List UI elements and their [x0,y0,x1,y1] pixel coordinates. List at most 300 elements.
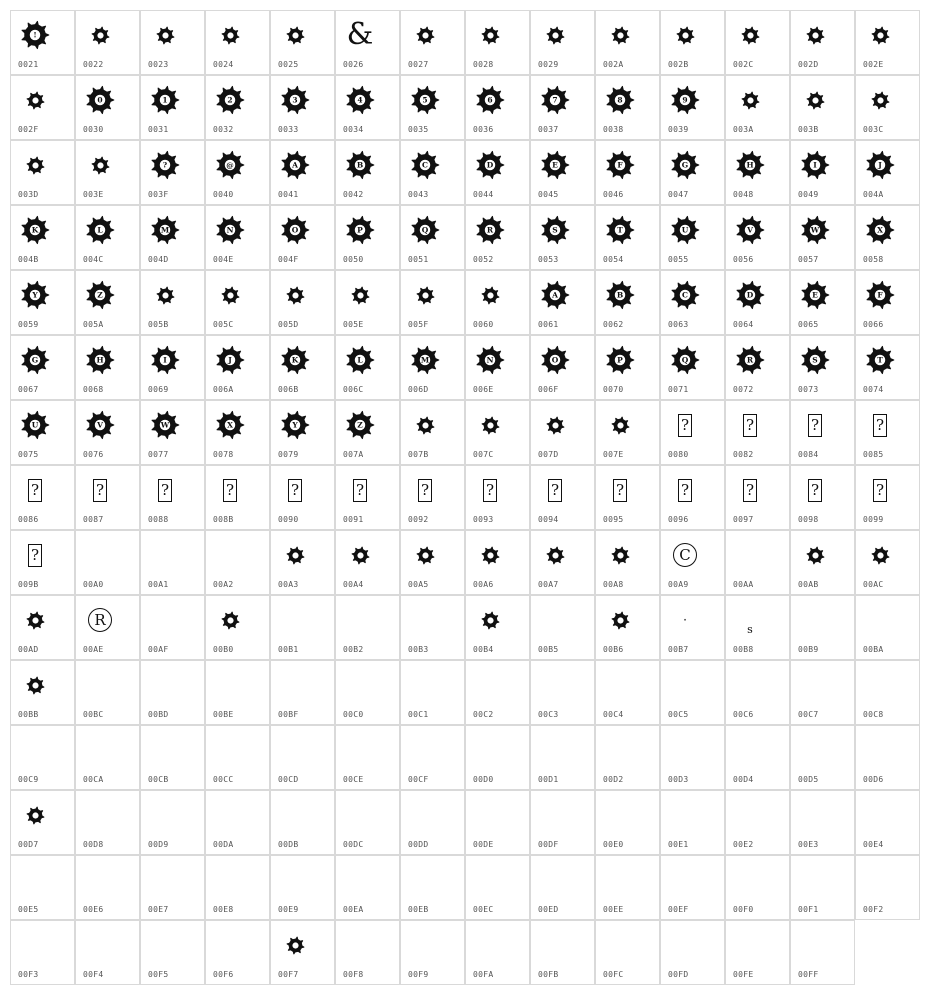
glyph-cell[interactable] [335,920,400,985]
glyph-cell[interactable] [205,270,270,335]
glyph-cell[interactable] [270,790,335,855]
gear-letter-icon [82,277,118,313]
gear-letter-icon [797,277,833,313]
glyph-code-label: 0091 [343,515,364,524]
glyph-cell[interactable] [400,140,465,205]
glyph-cell[interactable] [400,790,465,855]
glyph-cell[interactable] [140,140,205,205]
gear-icon [407,407,443,443]
glyph-code-label: 00F1 [798,905,819,914]
glyph-cell[interactable] [140,465,205,530]
empty-glyph [732,667,768,703]
glyph-cell[interactable] [10,465,75,530]
glyph-cell[interactable] [660,855,725,920]
glyph-cell[interactable] [790,920,855,985]
glyph-cell[interactable] [790,855,855,920]
gear-letter: P [617,355,623,365]
glyph-cell[interactable] [660,595,725,660]
glyph-cell[interactable] [335,10,400,75]
glyph-cell[interactable] [75,205,140,270]
gear-letter: Z [97,290,103,300]
glyph-cell[interactable] [790,595,855,660]
glyph-cell[interactable] [855,335,920,400]
glyph-cell[interactable] [530,270,595,335]
missing-glyph-box: ? [28,544,42,567]
gear-letter: R [486,225,494,235]
glyph-code-label: 0092 [408,515,429,524]
glyph-code-label: 0036 [473,125,494,134]
glyph-cell[interactable] [855,270,920,335]
glyph-cell[interactable] [660,140,725,205]
glyph-cell[interactable] [595,920,660,985]
glyph-cell[interactable] [790,790,855,855]
glyph-cell[interactable] [465,725,530,790]
glyph-cell[interactable] [660,205,725,270]
glyph-cell[interactable] [270,335,335,400]
glyph-cell[interactable] [530,400,595,465]
glyph-cell[interactable] [400,75,465,140]
glyph-cell[interactable] [10,530,75,595]
glyph-cell[interactable] [790,140,855,205]
glyph-cell[interactable] [465,270,530,335]
glyph-cell[interactable] [595,595,660,660]
glyph-cell[interactable] [335,205,400,270]
glyph-code-label: 00C4 [603,710,624,719]
glyph-cell[interactable] [725,400,790,465]
glyph-cell[interactable] [140,595,205,660]
gear-letter-icon [277,407,313,443]
glyph-cell[interactable] [660,335,725,400]
glyph-cell[interactable] [205,595,270,660]
missing-glyph-box: ? [548,479,562,502]
empty-glyph [862,732,898,768]
glyph-cell[interactable] [10,595,75,660]
missing-glyph-icon [17,472,53,508]
gear-letter-icon [472,147,508,183]
gear-letter-icon [17,342,53,378]
glyph-cell[interactable] [725,205,790,270]
missing-glyph-icon [147,472,183,508]
missing-glyph-icon [862,407,898,443]
missing-glyph-icon [732,472,768,508]
glyph-cell[interactable] [335,790,400,855]
glyph-cell[interactable] [335,140,400,205]
empty-glyph [797,862,833,898]
glyph-cell[interactable] [855,400,920,465]
glyph-code-label: 0026 [343,60,364,69]
glyph-cell[interactable] [725,75,790,140]
glyph-cell[interactable] [335,725,400,790]
glyph-cell[interactable] [400,335,465,400]
glyph-cell[interactable] [270,205,335,270]
glyph-code-label: 0042 [343,190,364,199]
glyph-cell[interactable] [465,335,530,400]
glyph-cell[interactable] [595,725,660,790]
glyph-code-label: 003C [863,125,884,134]
glyph-cell[interactable] [595,400,660,465]
glyph-cell[interactable] [790,205,855,270]
glyph-cell[interactable] [140,855,205,920]
glyph-cell[interactable] [465,400,530,465]
glyph-cell[interactable] [855,595,920,660]
glyph-cell[interactable] [140,660,205,725]
empty-glyph [277,732,313,768]
glyph-cell[interactable] [530,465,595,530]
empty-glyph [277,667,313,703]
glyph-cell[interactable] [270,400,335,465]
glyph-cell[interactable] [790,400,855,465]
glyph-cell[interactable] [75,725,140,790]
glyph-cell[interactable] [855,855,920,920]
glyph-cell[interactable] [205,140,270,205]
gear-letter-icon [82,407,118,443]
glyph-cell[interactable] [270,920,335,985]
glyph-cell[interactable] [75,465,140,530]
glyph-code-label: 00FF [798,970,819,979]
glyph-cell[interactable] [335,660,400,725]
glyph-cell[interactable] [400,920,465,985]
glyph-code-label: 00BC [83,710,104,719]
glyph-code-label: 0066 [863,320,884,329]
glyph-cell[interactable] [205,855,270,920]
glyph-cell[interactable] [530,335,595,400]
glyph-code-label: 0031 [148,125,169,134]
glyph-cell[interactable] [595,855,660,920]
glyph-cell[interactable] [660,530,725,595]
glyph-code-label: 0037 [538,125,559,134]
gear-icon [17,797,53,833]
glyph-cell[interactable] [465,790,530,855]
gear-letter-icon [17,212,53,248]
glyph-cell[interactable] [140,75,205,140]
middle-dot: · [683,613,687,627]
gear-letter-icon [472,342,508,378]
glyph-cell[interactable] [400,855,465,920]
glyph-cell[interactable] [270,75,335,140]
glyph-cell[interactable] [205,725,270,790]
glyph-cell[interactable] [10,205,75,270]
glyph-cell[interactable] [530,855,595,920]
glyph-cell[interactable] [595,205,660,270]
glyph-cell[interactable] [75,855,140,920]
glyph-cell[interactable] [10,140,75,205]
glyph-cell[interactable] [855,465,920,530]
glyph-cell[interactable] [855,530,920,595]
glyph-cell[interactable] [530,725,595,790]
gear-letter: @ [226,160,234,170]
glyph-cell[interactable] [465,75,530,140]
glyph-cell[interactable] [660,790,725,855]
glyph-cell[interactable] [10,660,75,725]
glyph-cell[interactable] [790,725,855,790]
glyph-cell[interactable] [465,855,530,920]
empty-glyph [17,927,53,963]
glyph-cell[interactable] [790,530,855,595]
gear-letter-icon [147,407,183,443]
glyph-code-label: 00D1 [538,775,559,784]
glyph-cell[interactable] [725,595,790,660]
glyph-cell[interactable] [530,10,595,75]
glyph-cell[interactable] [140,725,205,790]
glyph-cell[interactable] [75,595,140,660]
gear-icon [17,667,53,703]
glyph-code-label: 007D [538,450,559,459]
glyph-cell[interactable] [75,530,140,595]
glyph-cell[interactable] [530,595,595,660]
glyph-cell[interactable] [205,400,270,465]
empty-glyph [407,797,443,833]
glyph-cell[interactable] [400,10,465,75]
glyph-cell[interactable] [205,75,270,140]
glyph-cell[interactable] [205,920,270,985]
glyph-cell[interactable] [660,465,725,530]
glyph-cell[interactable] [270,530,335,595]
glyph-cell[interactable] [10,335,75,400]
glyph-cell[interactable] [660,75,725,140]
glyph-cell[interactable] [465,10,530,75]
glyph-cell[interactable] [400,400,465,465]
glyph-cell[interactable] [75,660,140,725]
gear-letter-icon [667,82,703,118]
gear-letter: Q [681,355,689,365]
glyph-cell[interactable] [75,335,140,400]
glyph-code-label: 0024 [213,60,234,69]
empty-glyph [407,667,443,703]
glyph-cell[interactable] [75,270,140,335]
gear-letter: N [226,225,234,235]
glyph-cell[interactable] [855,140,920,205]
glyph-cell[interactable] [205,530,270,595]
glyph-cell[interactable] [205,10,270,75]
glyph-cell[interactable] [855,660,920,725]
glyph-cell[interactable] [725,270,790,335]
glyph-cell[interactable] [790,270,855,335]
gear-letter-icon [797,212,833,248]
glyph-cell[interactable] [400,725,465,790]
glyph-cell[interactable] [465,205,530,270]
glyph-cell[interactable] [790,10,855,75]
glyph-cell[interactable] [465,920,530,985]
gear-letter: 9 [682,95,688,105]
gear-icon [342,277,378,313]
glyph-cell[interactable] [205,790,270,855]
gear-letter-icon [277,212,313,248]
glyph-cell[interactable] [530,660,595,725]
gear-letter: K [291,355,299,365]
glyph-cell[interactable] [465,660,530,725]
glyph-cell[interactable] [595,335,660,400]
glyph-cell[interactable] [465,465,530,530]
glyph-cell[interactable] [140,790,205,855]
glyph-cell[interactable] [335,335,400,400]
glyph-cell[interactable] [725,140,790,205]
glyph-cell[interactable] [855,790,920,855]
glyph-cell[interactable] [335,270,400,335]
glyph-cell[interactable] [660,270,725,335]
glyph-cell[interactable] [725,465,790,530]
glyph-cell[interactable] [465,595,530,660]
glyph-cell[interactable] [140,10,205,75]
glyph-cell[interactable] [790,465,855,530]
glyph-code-label: 0058 [863,255,884,264]
glyph-cell[interactable] [75,920,140,985]
glyph-cell[interactable] [400,270,465,335]
glyph-cell[interactable] [595,10,660,75]
glyph-cell[interactable] [335,400,400,465]
glyph-cell[interactable] [140,205,205,270]
glyph-cell[interactable] [10,725,75,790]
glyph-cell[interactable] [10,400,75,465]
glyph-cell[interactable] [725,660,790,725]
glyph-cell[interactable] [270,270,335,335]
glyph-cell[interactable] [595,140,660,205]
glyph-cell[interactable] [270,725,335,790]
empty-glyph [732,862,768,898]
glyph-cell[interactable] [270,660,335,725]
empty-glyph [147,667,183,703]
glyph-cell[interactable] [270,855,335,920]
glyph-code-label: 005B [148,320,169,329]
glyph-cell[interactable] [595,270,660,335]
glyph-code-label: 0038 [603,125,624,134]
glyph-cell[interactable] [855,725,920,790]
glyph-cell[interactable] [660,10,725,75]
glyph-cell[interactable] [10,270,75,335]
glyph-cell[interactable] [530,140,595,205]
glyph-cell[interactable] [10,855,75,920]
glyph-cell[interactable] [75,400,140,465]
glyph-cell[interactable] [790,75,855,140]
glyph-cell[interactable] [595,75,660,140]
glyph-cell[interactable] [140,920,205,985]
glyph-cell[interactable] [270,140,335,205]
glyph-code-label: 00CC [213,775,234,784]
gear-letter: 6 [487,95,493,105]
glyph-cell[interactable] [595,465,660,530]
circled-letter-glyph [82,602,118,638]
glyph-cell[interactable] [75,10,140,75]
glyph-code-label: 0029 [538,60,559,69]
empty-glyph [147,732,183,768]
glyph-cell[interactable] [660,660,725,725]
glyph-cell[interactable] [10,790,75,855]
gear-icon [732,82,768,118]
glyph-cell[interactable] [595,660,660,725]
glyph-cell[interactable] [725,10,790,75]
glyph-cell[interactable] [725,530,790,595]
glyph-cell[interactable] [205,205,270,270]
glyph-cell[interactable] [400,205,465,270]
glyph-cell[interactable] [530,790,595,855]
glyph-cell[interactable] [855,10,920,75]
glyph-cell[interactable] [205,335,270,400]
glyph-cell[interactable] [400,660,465,725]
glyph-cell[interactable] [530,530,595,595]
glyph-cell[interactable] [790,335,855,400]
glyph-cell[interactable] [400,465,465,530]
glyph-cell[interactable] [75,140,140,205]
glyph-cell[interactable] [10,920,75,985]
glyph-cell[interactable] [530,75,595,140]
missing-glyph-box: ? [743,479,757,502]
missing-glyph-icon [862,472,898,508]
glyph-cell[interactable] [270,465,335,530]
gear-letter: Y [32,290,38,300]
gear-icon [862,17,898,53]
gear-letter: W [160,420,170,430]
glyph-code-label: 0078 [213,450,234,459]
glyph-cell[interactable] [465,140,530,205]
glyph-cell[interactable] [75,75,140,140]
glyph-cell[interactable] [465,530,530,595]
glyph-cell[interactable] [725,725,790,790]
glyph-cell[interactable] [270,595,335,660]
glyph-cell[interactable] [530,205,595,270]
glyph-code-label: 006F [538,385,559,394]
empty-glyph [82,927,118,963]
glyph-cell[interactable] [205,465,270,530]
glyph-code-label: 002D [798,60,819,69]
glyph-cell[interactable] [140,270,205,335]
glyph-cell[interactable] [725,335,790,400]
glyph-cell[interactable] [400,595,465,660]
glyph-cell[interactable] [855,75,920,140]
glyph-cell[interactable] [855,205,920,270]
glyph-cell[interactable] [10,75,75,140]
empty-glyph [537,732,573,768]
glyph-cell[interactable] [790,660,855,725]
glyph-cell[interactable] [270,10,335,75]
glyph-cell[interactable] [205,660,270,725]
glyph-cell[interactable] [335,855,400,920]
glyph-cell[interactable] [595,530,660,595]
gear-letter-icon [602,82,638,118]
glyph-code-label: 00B2 [343,645,364,654]
missing-glyph-icon [537,472,573,508]
glyph-cell[interactable] [335,595,400,660]
glyph-cell[interactable] [335,75,400,140]
glyph-cell[interactable] [725,920,790,985]
gear-letter-icon [82,212,118,248]
empty-glyph [342,797,378,833]
glyph-cell[interactable] [140,400,205,465]
glyph-cell[interactable] [335,465,400,530]
glyph-cell[interactable] [400,530,465,595]
glyph-cell[interactable] [335,530,400,595]
glyph-cell[interactable] [140,335,205,400]
glyph-code-label: 007E [603,450,624,459]
glyph-cell[interactable] [140,530,205,595]
glyph-cell[interactable] [75,790,140,855]
gear-icon [862,82,898,118]
glyph-code-label: 0090 [278,515,299,524]
glyph-cell[interactable] [660,400,725,465]
empty-glyph [667,797,703,833]
glyph-cell[interactable] [725,790,790,855]
missing-glyph-icon [472,472,508,508]
glyph-code-label: 0070 [603,385,624,394]
glyph-cell[interactable] [725,855,790,920]
glyph-cell[interactable] [660,920,725,985]
glyph-cell[interactable] [10,10,75,75]
glyph-code-label: 00A4 [343,580,364,589]
glyph-cell[interactable] [660,725,725,790]
empty-glyph [537,862,573,898]
empty-glyph [602,927,638,963]
glyph-code-label: 0060 [473,320,494,329]
glyph-cell[interactable] [595,790,660,855]
glyph-cell[interactable] [530,920,595,985]
